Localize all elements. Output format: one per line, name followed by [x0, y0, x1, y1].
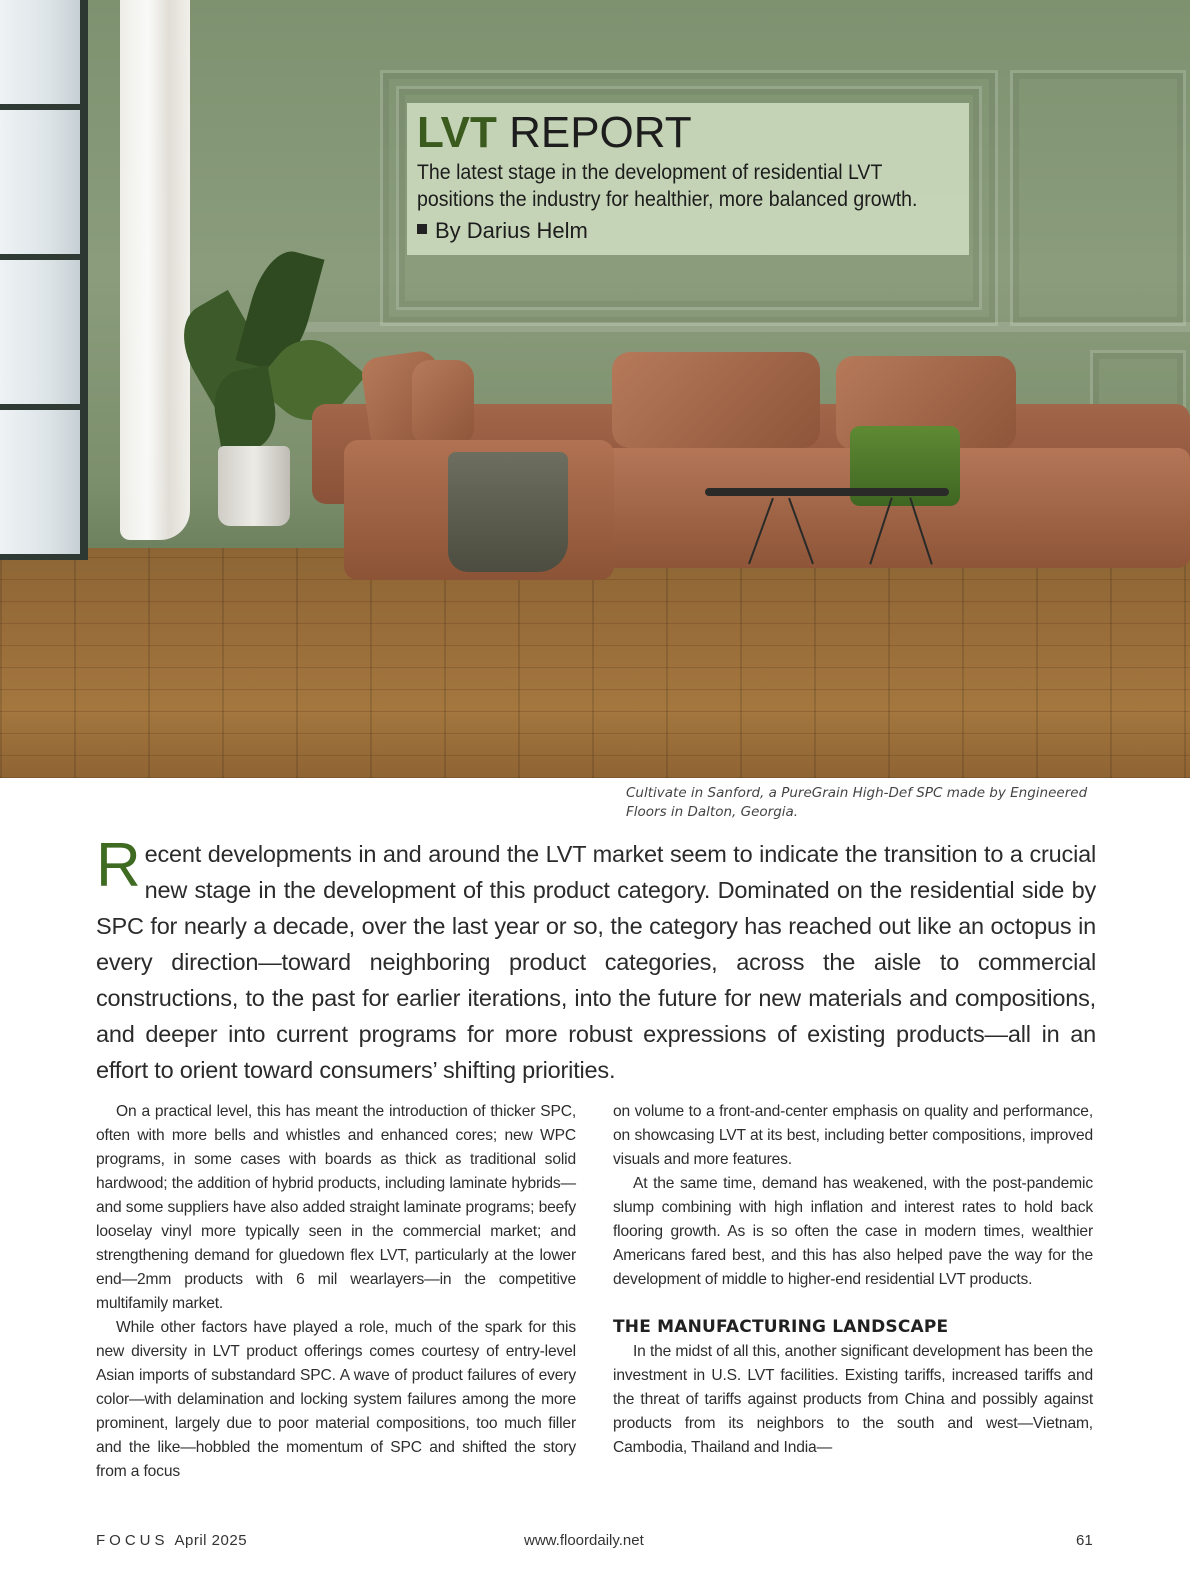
- lead-text: ecent developments in and around the LVT market seem to indicate the transition to a crucial new stage in the development of this product category. Dominated on the residential side by SPC for nearly a decade, over the last year or so, the category has reached out like an octopus in every direction—toward neighboring product categories, across the aisle to commercial constructions, to the past for earlier iterations, into the future for new materials and compositions, and deeper into current programs for more robust expressions of existing products—all in an effort to orient toward consumers’ shifting priorities.: [96, 841, 1096, 1083]
- body-paragraph: On a practical level, this has meant the introduction of thicker SPC, often with more bells and whistles and enhanced cores; new WPC programs, in some cases with boards as thick as traditional solid hardwood; the addition of hybrid products, including laminate hybrids—and some suppliers have also added straight laminate programs; beefy looselay vinyl more typically seen in the commercial market; and strengthening demand for gluedown flex LVT, particularly at the lower end—2mm products with 6 mil wearlayers—in the competitive multifamily market.: [96, 1103, 576, 1312]
- title-strong: LVT: [417, 108, 497, 157]
- deck-line: The latest stage in the development of residential LVT: [417, 161, 883, 184]
- issue-date: April 2025: [174, 1532, 248, 1549]
- body-paragraph: In the midst of all this, another significant development has been the investment in U.S. LVT facilities. Existing tariffs, increased tariffs and the threat of tariffs against products from China and possibly against products from its neighbors to the south and west—Vietnam, Cambodia, Thailand and India—: [613, 1343, 1093, 1456]
- wood-floor: [0, 548, 1190, 778]
- body-paragraph: At the same time, demand has weakened, with the post-pandemic slump combining with high inflation and interest rates to hold back flooring growth. As is so often the case in modern times, wealthier Americans fared best, and this has also helped pave the way for the development of middle to higher-end residential LVT products.: [613, 1175, 1093, 1288]
- lead-paragraph: [96, 831, 1096, 1088]
- plant-pot: [218, 446, 290, 526]
- sofa-cushion: [612, 352, 820, 448]
- body-paragraph: While other factors have played a role, much of the spark for this new diversity in LVT product offerings comes courtesy of entry-level Asian imports of substandard SPC. A wave of product failures of every color—with delamination and locking system failures among the more prominent, largely due to poor material compositions, too much filler and the like—hobbled the momentum of SPC and shifted the story from a focus: [96, 1319, 576, 1480]
- deck-line: positions the industry for healthier, more balanced growth.: [417, 188, 918, 211]
- curtain: [120, 0, 190, 540]
- body-column-right: [613, 1100, 1093, 1460]
- page-number: 61: [1076, 1532, 1093, 1549]
- section-heading: THE MANUFACTURING LANDSCAPE: [613, 1317, 949, 1337]
- body-column-left: [96, 1100, 576, 1484]
- wall-panel: [1010, 70, 1186, 326]
- sofa-throw: [448, 452, 568, 572]
- window: [0, 0, 88, 560]
- square-bullet-icon: [417, 224, 427, 234]
- chair-rail: [300, 322, 1190, 332]
- sofa-cushion: [412, 360, 474, 446]
- coffee-table: [705, 488, 949, 496]
- footer-publication: [96, 1532, 247, 1549]
- footer-website: www.floordaily.net: [524, 1532, 644, 1549]
- title-rest: REPORT: [509, 108, 692, 157]
- hero-photo: [0, 0, 1190, 778]
- drop-cap: R: [96, 831, 141, 900]
- byline-text: By Darius Helm: [435, 218, 588, 243]
- publication-name: FOCUS: [96, 1532, 169, 1549]
- body-paragraph: on volume to a front-and-center emphasis on quality and performance, on showcasing LVT at its best, including better compositions, improved visuals and more features.: [613, 1103, 1093, 1168]
- photo-caption: Cultivate in Sanford, a PureGrain High-Def SPC made by Engineered Floors in Dalton, Georgia.: [626, 785, 1088, 820]
- byline: [417, 217, 588, 245]
- headline-box: [407, 103, 969, 255]
- article-deck: [417, 159, 924, 213]
- article-title: [417, 107, 692, 159]
